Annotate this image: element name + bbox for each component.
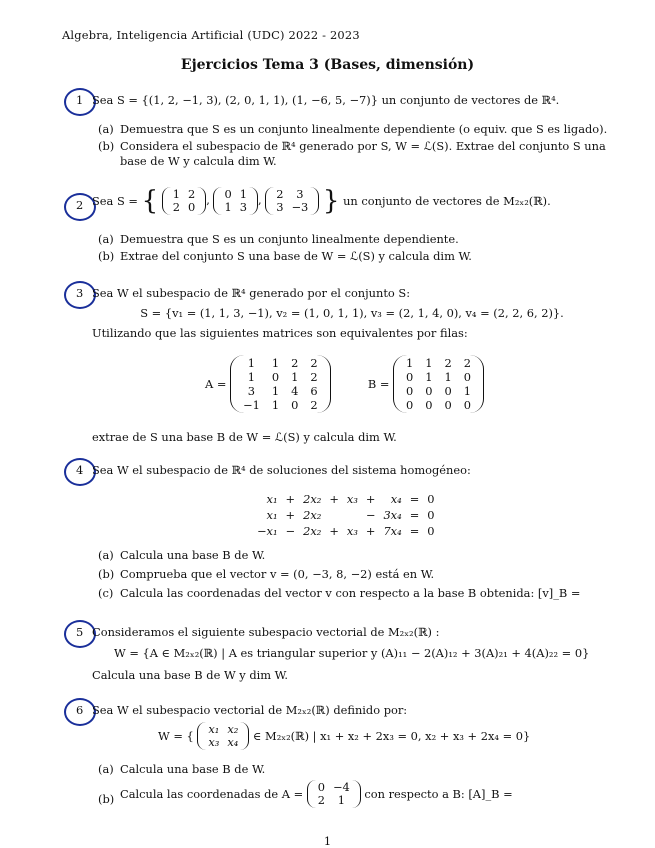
exercise-4-item-a: Calcula una base B de W. — [120, 548, 266, 562]
matrix-b-cell: 1 — [425, 356, 433, 370]
definition-matrix: x₁ x₂ x₃ x₄ — [197, 722, 249, 750]
matrix-a-cell: 2 — [310, 370, 318, 384]
matrix-a-cell: 1 — [271, 356, 280, 370]
exercise-number: 6 — [76, 703, 84, 717]
matrix-a-cell: 3 — [247, 384, 256, 398]
exercise-number: 4 — [76, 463, 84, 477]
system-term: = — [409, 508, 420, 522]
exercise-6-definition — [158, 722, 530, 750]
exercise-number: 5 — [76, 625, 84, 639]
system-term: x₃ — [346, 524, 358, 538]
exercise-number: 3 — [76, 286, 84, 300]
system-term: 2x₂ — [303, 492, 322, 506]
equivalent-matrices — [205, 355, 484, 413]
system-term: = — [409, 524, 420, 538]
matrix-b-cell: 0 — [406, 384, 414, 398]
exercise-3-using: Utilizando que las siguientes matrices son equivalentes por filas: — [92, 326, 468, 340]
exercise-5-closing: Calcula una base B de W y dim W. — [92, 668, 289, 682]
matrix-a-cell: 1 — [271, 384, 280, 398]
matrix-b-cell: 0 — [444, 384, 452, 398]
definition-prefix: W = { — [158, 729, 194, 743]
system-term: x₁ — [266, 508, 278, 522]
item-label: (b) — [98, 792, 115, 806]
exercise-number: 2 — [76, 198, 84, 212]
system-term: − — [365, 508, 376, 522]
system-term: 7x₄ — [383, 524, 402, 538]
matrix-b-cell: 2 — [463, 356, 471, 370]
system-equation — [254, 508, 437, 522]
exercise-6-item-a: Calcula una base B de W. — [120, 762, 266, 776]
exercise-6-statement: Sea W el subespacio vectorial de M₂ₓ₂(ℝ) definido por: — [92, 703, 408, 717]
exercise-1-item-b: Considera el subespacio de ℝ⁴ generado por S, W = ℒ(S). Extrae del conjunto S una base de W y calcula dim W. — [120, 139, 606, 168]
system-term: 2x₂ — [303, 524, 322, 538]
system-term — [344, 508, 361, 522]
system-term: − — [285, 524, 296, 538]
matrix-a — [230, 355, 331, 413]
matrix-s1: 1 2 2 0 — [162, 187, 207, 215]
exercise-3-closing: extrae de S una base B de W = ℒ(S) y calcula dim W. — [92, 430, 397, 444]
system-term: + — [329, 524, 339, 538]
matrix-b-cell: 2 — [444, 356, 452, 370]
exercise-1-statement: Sea S = {(1, 2, −1, 3), (2, 0, 1, 1), (1, −6, 5, −7)} un conjunto de vectores de ℝ⁴. — [92, 93, 560, 107]
matrix-a-cell: 1 — [271, 398, 280, 412]
matrix-b-cell: 1 — [425, 370, 433, 384]
definition-suffix: ∈ M₂ₓ₂(ℝ) | x₁ + x₂ + 2x₃ = 0, x₂ + x₃ + 2x₄ = 0} — [253, 729, 531, 743]
exercise-number: 1 — [76, 93, 84, 107]
system-term: + — [285, 492, 296, 506]
exercise-2-item-b: Extrae del conjunto S una base de W = ℒ(S) y calcula dim W. — [120, 249, 472, 263]
item-label: (b) — [98, 139, 115, 153]
document-header: Algebra, Inteligencia Artificial (UDC) 2022 - 2023 — [62, 28, 360, 42]
matrix-b-cell: 1 — [406, 356, 414, 370]
matrix-a-cell: −1 — [243, 398, 260, 412]
matrix-a-cell: 0 — [271, 370, 280, 384]
item-label: (c) — [98, 586, 114, 600]
system-term: −x₁ — [257, 524, 278, 538]
matrix-a-cell: 1 — [247, 370, 256, 384]
matrix-a-cell: 2 — [310, 398, 318, 412]
exercise-4-item-b: Comprueba que el vector v = (0, −3, 8, −2) está en W. — [120, 567, 435, 581]
system-term — [326, 508, 342, 522]
matrix-b-cell: 1 — [463, 384, 471, 398]
matrix-b-cell: 1 — [444, 370, 452, 384]
system-equation — [254, 492, 437, 506]
system-term: 3x₄ — [383, 508, 402, 522]
exercise-5-statement: Consideramos el siguiente subespacio vectorial de M₂ₓ₂(ℝ) : — [92, 625, 440, 639]
system-term: 0 — [427, 508, 435, 522]
matrix-b-cell: 0 — [444, 398, 452, 412]
exercise-2-statement: Sea S = { 1 2 2 0 , 0 1 1 3 , 2 3 3 −3 } un conjunto de vectores de M₂ₓ₂(ℝ). — [92, 186, 551, 216]
matrix-a-cell: 6 — [310, 384, 318, 398]
system-term: x₄ — [390, 492, 402, 506]
system-term: x₃ — [346, 492, 358, 506]
matrix-a-cell: 1 — [291, 370, 299, 384]
system-term: + — [285, 508, 296, 522]
system-term: + — [365, 524, 376, 538]
exercise-4-item-c: Calcula las coordenadas del vector v con respecto a la base B obtenida: [v]_B = — [120, 586, 581, 600]
statement-outro: un conjunto de vectores de M₂ₓ₂(ℝ). — [343, 194, 551, 208]
matrix-b-cell: 0 — [463, 370, 471, 384]
system-term: 0 — [427, 524, 435, 538]
brace-open: { — [141, 186, 159, 216]
matrix-b-cell: 0 — [425, 398, 433, 412]
matrix-a-label: A = — [205, 377, 227, 391]
exercise-3-set: S = {v₁ = (1, 1, 3, −1), v₂ = (1, 0, 1, 1), v₃ = (2, 1, 4, 0), v₄ = (2, 2, 6, 2)}. — [140, 306, 564, 320]
exercise-5-definition: W = {A ∈ M₂ₓ₂(ℝ) | A es triangular superior y (A)₁₁ − 2(A)₁₂ + 3(A)₂₁ + 4(A)₂₂ = 0} — [114, 646, 590, 660]
homogeneous-system — [252, 490, 439, 540]
item-b-after: con respecto a B: [A]_B = — [364, 787, 513, 801]
matrix-b-label: B = — [367, 377, 390, 391]
matrix-b-cell: 0 — [425, 384, 433, 398]
matrix-a-cell: 4 — [291, 384, 299, 398]
page-number: 1 — [323, 834, 332, 848]
matrix-a-cell: 1 — [247, 356, 256, 370]
item-label: (a) — [98, 122, 114, 136]
document-title: Ejercicios Tema 3 (Bases, dimensión) — [180, 57, 475, 73]
system-equation — [254, 524, 437, 538]
matrix-a-cell: 0 — [291, 398, 299, 412]
system-term: 0 — [427, 492, 435, 506]
system-term: + — [365, 492, 376, 506]
exercise-4-statement: Sea W el subespacio de ℝ⁴ de soluciones del sistema homogéneo: — [92, 463, 471, 477]
exercise-6-item-b — [120, 780, 513, 808]
matrix-a-cell: 2 — [291, 356, 299, 370]
system-term: 2x₂ — [303, 508, 322, 522]
exercise-3-statement: Sea W el subespacio de ℝ⁴ generado por el conjunto S: — [92, 286, 411, 300]
system-term: + — [329, 492, 339, 506]
item-label: (a) — [98, 232, 114, 246]
matrix-b-cell: 0 — [406, 370, 414, 384]
item-label: (b) — [98, 249, 115, 263]
matrix-a-cell: 2 — [310, 356, 318, 370]
item-label: (a) — [98, 762, 114, 776]
system-term: x₁ — [266, 492, 278, 506]
item-label: (b) — [98, 567, 115, 581]
matrix-a-coords: 0 −4 2 1 — [307, 780, 361, 808]
item-b-before: Calcula las coordenadas de A = — [120, 787, 304, 801]
matrix-b-cell: 0 — [463, 398, 471, 412]
system-term: = — [409, 492, 420, 506]
matrix-s3: 2 3 3 −3 — [265, 187, 319, 215]
matrix-b — [393, 355, 484, 413]
matrix-b-cell: 0 — [406, 398, 414, 412]
item-label: (a) — [98, 548, 114, 562]
statement-intro: Sea S = — [92, 194, 138, 208]
matrix-s2: 0 1 1 3 — [213, 187, 258, 215]
brace-close: } — [322, 186, 340, 216]
exercise-1-item-a: Demuestra que S es un conjunto linealmente dependiente (o equiv. que S es ligado). — [120, 122, 608, 136]
exercise-2-item-a: Demuestra que S es un conjunto linealmente dependiente. — [120, 232, 459, 246]
